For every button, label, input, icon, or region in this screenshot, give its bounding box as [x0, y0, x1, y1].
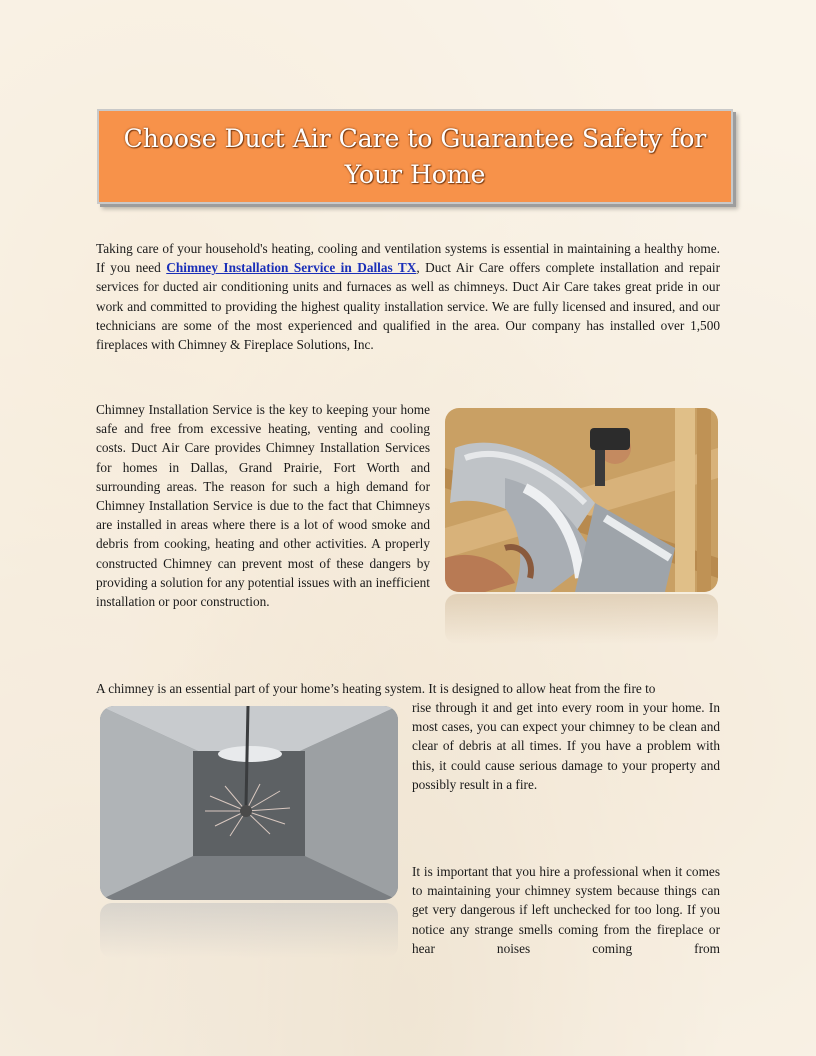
chimney-service-link[interactable]: Chimney Installation Service in Dallas TX [166, 260, 417, 276]
intro-paragraph [96, 239, 720, 354]
duct-installation-photo [445, 408, 718, 592]
chimney-duct-brush-photo [100, 706, 398, 900]
service-paragraph: Chimney Installation Service is the key to keeping your home safe and free from excessive heating, venting and cooling costs. Duct Air Care provides Chimney Installation Services for homes in Dallas, Grand Prairie, Fort Worth and surrounding areas. The reason for such a high demand for Chimney Installation Service is due to the fact that Chimneys are installed in areas where there is a lot of wood smoke and debris from cooking, heating and other activities. A properly constructed Chimney can prevent most of these dangers by providing a solution for any potential issues with an inefficient installation or poor construction. [96, 402, 430, 610]
chimney-paragraph-first-line: A chimney is an essential part of your home’s heating system. It is designed to allow heat from the fire to [96, 681, 656, 696]
intro-text-before: Taking care of your household's heating, cooling and ventilation systems is essential in maintaining a healthy home. If you need [96, 241, 720, 276]
photo-reflection [100, 903, 398, 958]
professional-paragraph: It is important that you hire a professional when it comes to maintaining your chimney system because things can get very dangerous if left unchecked for too long. If you notice any strange smells coming from the fireplace or hear noises coming from [412, 864, 720, 956]
chimney-paragraph-continued: rise through it and get into every room in your home. In most cases, you can expect your chimney to be clean and clear of debris at all times. If you have a problem with this, it could cause serious damage to your property and possibly result in a fire. [412, 700, 720, 792]
photo-reflection [445, 594, 718, 644]
intro-text-after: , Duct Air Care offers complete installation and repair services for ducted air conditioning units and furnaces as well as chimneys. Duct Air Care takes great pride in our work and committed to providing the highest quality installation service. We are fully licensed and insured, and our technicians are some of the most experienced and qualified in the area. Our company has installed over 1,500 fireplaces with Chimney & Fireplace Solutions, Inc. [96, 260, 720, 353]
page-title: Choose Duct Air Care to Guarantee Safety for Your Home [123, 123, 707, 189]
title-banner [97, 109, 733, 204]
